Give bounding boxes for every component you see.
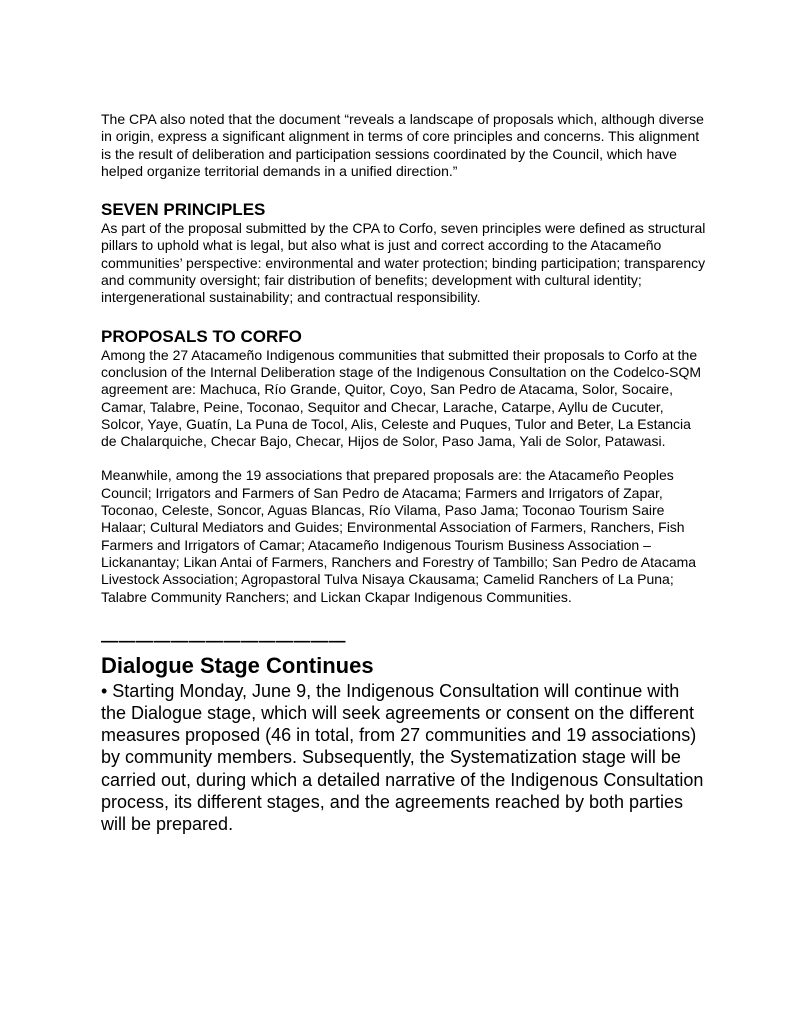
associations-paragraph: Meanwhile, among the 19 associations that prepared proposals are: the Atacameño Peoples Council; Irrigators and Farmers of San Pedro de Atacama; Farmers and Irrigators of Zapar, Toconao, Celeste, Soncor, Aguas Blancas, Río Vilama, Paso Jama; Toconao Tourism Saire Halaar; Cultural Mediators and Guides; Environmental Association of Farmers, Ranchers, Fish Farmers and Irrigators of Camar; Atacameño Indigenous Tourism Business Association – Lickanantay; Likan Antai of Farmers, Ranchers and Forestry of Tambillo; San Pedro de Atacama Livestock Association; Agropastoral Tulva Nisaya Ckausama; Camelid Ranchers of La Puna; Talabre Community Ranchers; and Lickan Ckapar Indigenous Communities. (101, 467, 697, 605)
spacer (101, 606, 706, 630)
spacer (101, 307, 706, 327)
seven-principles-heading: SEVEN PRINCIPLES (101, 200, 266, 220)
document-page (101, 111, 706, 835)
dialogue-paragraph: • Starting Monday, June 9, the Indigenous Consultation will continue with the Dialogue stage, which will seek agreements or consent on the different measures proposed (46 in total, from 27 communities and 19 associations) by community members. Subsequently, the Systematization stage will be carried out, during which a detailed narrative of the Indigenous Consultation process, its different stages, and the agreements reached by both parties will be prepared. (101, 680, 704, 835)
cpa-note-paragraph: The CPA also noted that the document “reveals a landscape of proposals which, although diverse in origin, express a significant alignment in terms of core principles and concerns. This alignment is the result of deliberation and participation sessions coordinated by the Council, which have helped organize territorial demands in a unified direction.” (101, 111, 704, 179)
spacer (101, 180, 706, 200)
proposals-heading: PROPOSALS TO CORFO (101, 326, 302, 346)
spacer (101, 450, 706, 467)
section-divider: —————————————— (101, 630, 346, 650)
communities-paragraph: Among the 27 Atacameño Indigenous communities that submitted their proposals to Corfo at the conclusion of the Internal Deliberation stage of the Indigenous Consultation on the Codelco-SQM agreement are: Machuca, Río Grande, Quitor, Coyo, San Pedro de Atacama, Solor, Socaire, Camar, Talabre, Peine, Toconao, Sequitor and Checar, Larache, Catarpe, Ayllu de Cucuter, Solcor, Yaye, Guatín, La Puna de Tocol, Alis, Celeste and Puques, Tulor and Beter, La Estancia de Chalarquiche, Checar Bajo, Checar, Hijos de Solor, Paso Jama, Yali de Solor, Patawasi. (101, 346, 702, 450)
seven-principles-paragraph: As part of the proposal submitted by the CPA to Corfo, seven principles were defined as structural pillars to uphold what is legal, but also what is just and correct according to the Atacameño communities’ perspective: environmental and water protection; binding participation; transparency and community oversight; fair distribution of benefits; development with cultural identity; intergenerational sustainability; and contractual responsibility. (101, 220, 706, 306)
dialogue-heading: Dialogue Stage Continues (101, 652, 374, 678)
